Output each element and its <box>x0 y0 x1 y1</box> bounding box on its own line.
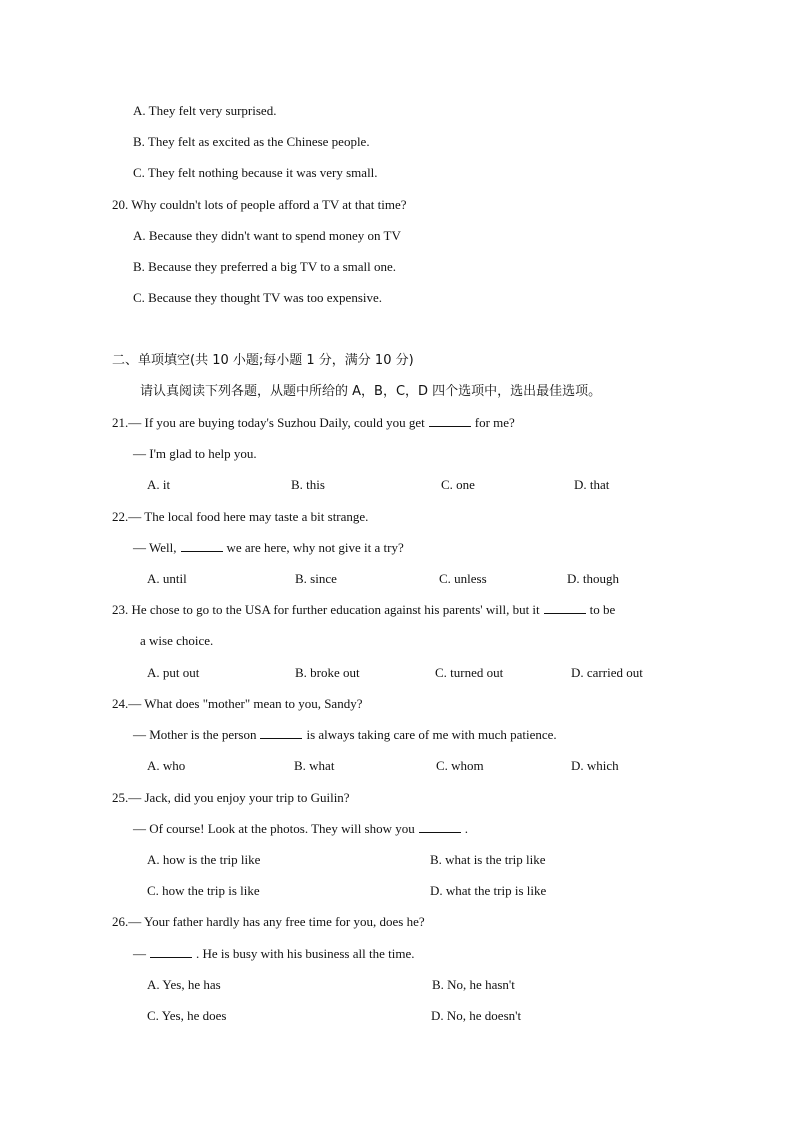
q24-reply-end: is always taking care of me with much patience. <box>306 727 557 742</box>
q24-option-b: B. what <box>294 758 335 773</box>
q21-option-b: B. this <box>291 477 325 492</box>
q19-option-b: B. They felt as excited as the Chinese people. <box>133 134 370 149</box>
q21-stem-text: 21.— If you are buying today's Suzhou Daily, could you get <box>112 415 425 430</box>
q23-stem-text: 23. He chose to go to the USA for further education against his parents' will, but it <box>112 602 540 617</box>
answer-blank <box>150 946 192 958</box>
q22-option-b: B. since <box>295 571 337 586</box>
q24-reply <box>133 727 557 743</box>
q22-reply-text: — Well, <box>133 540 177 555</box>
q26-option-a: A. Yes, he has <box>147 977 221 992</box>
answer-blank <box>260 727 302 739</box>
q25-option-a: A. how is the trip like <box>147 852 261 867</box>
q22-option-c: C. unless <box>439 571 487 586</box>
answer-blank <box>429 415 471 427</box>
q26-reply-text: — <box>133 946 146 961</box>
q25-stem: 25.— Jack, did you enjoy your trip to Guilin? <box>112 790 350 805</box>
q23-stem <box>112 602 615 618</box>
q24-option-c: C. whom <box>436 758 484 773</box>
q26-option-b: B. No, he hasn't <box>432 977 515 992</box>
q24-reply-text: — Mother is the person <box>133 727 257 742</box>
q23-stem-continued: a wise choice. <box>140 633 214 648</box>
q25-option-d: D. what the trip is like <box>430 883 547 898</box>
q24-stem: 24.— What does "mother" mean to you, Sandy? <box>112 696 363 711</box>
q26-option-c: C. Yes, he does <box>147 1008 227 1023</box>
q20-option-a: A. Because they didn't want to spend money on TV <box>133 228 401 243</box>
q25-reply-text: — Of course! Look at the photos. They will show you <box>133 821 415 836</box>
q25-reply <box>133 821 468 837</box>
q22-stem: 22.— The local food here may taste a bit strange. <box>112 509 369 524</box>
q26-option-d: D. No, he doesn't <box>431 1008 522 1023</box>
q19-option-a: A. They felt very surprised. <box>133 103 277 118</box>
q22-option-a: A. until <box>147 571 187 586</box>
q23-option-c: C. turned out <box>435 665 504 680</box>
q25-option-b: B. what is the trip like <box>430 852 546 867</box>
q22-reply <box>133 540 404 556</box>
q26-reply-end: . He is busy with his business all the time. <box>196 946 415 961</box>
q22-option-d: D. though <box>567 571 619 586</box>
q23-option-a: A. put out <box>147 665 200 680</box>
q19-option-c: C. They felt nothing because it was very small. <box>133 165 378 180</box>
q24-option-d: D. which <box>571 758 619 773</box>
q26-reply <box>133 946 414 962</box>
q21-option-a: A. it <box>147 477 171 492</box>
answer-blank <box>419 821 461 833</box>
q22-reply-end: we are here, why not give it a try? <box>226 540 404 555</box>
q25-reply-end: . <box>464 821 468 836</box>
answer-blank <box>181 540 223 552</box>
q20-option-b: B. Because they preferred a big TV to a small one. <box>133 259 397 274</box>
q24-option-a: A. who <box>147 758 186 773</box>
q20-option-c: C. Because they thought TV was too expensive. <box>133 290 383 305</box>
q23-stem-end: to be <box>589 602 616 617</box>
q20-stem: 20. Why couldn't lots of people afford a TV at that time? <box>112 197 407 212</box>
q23-option-d: D. carried out <box>571 665 643 680</box>
q21-stem-end: for me? <box>474 415 515 430</box>
section-instruction: 请认真阅读下列各题，从题中所给的 A，B，C，D 四个选项中，选出最佳选项。 <box>140 384 602 399</box>
q21-option-c: C. one <box>441 477 475 492</box>
answer-blank <box>544 602 586 614</box>
q25-option-c: C. how the trip is like <box>147 883 260 898</box>
section-heading: 二、单项填空(共 10 小题;每小题 1 分，满分 10 分) <box>112 353 414 368</box>
q23-option-b: B. broke out <box>295 665 360 680</box>
q21-stem <box>112 415 515 431</box>
q21-reply: — I'm glad to help you. <box>133 446 257 461</box>
q26-stem: 26.— Your father hardly has any free time for you, does he? <box>112 914 425 929</box>
q21-option-d: D. that <box>574 477 610 492</box>
